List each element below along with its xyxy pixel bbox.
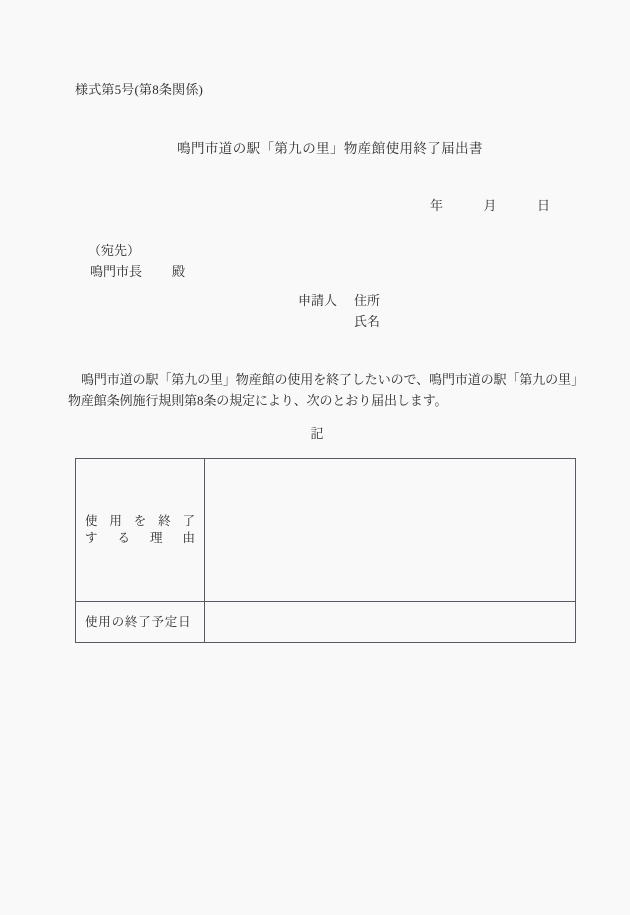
addressee-name: 鳴門市長 [90,264,143,279]
form-number: 様式第5号(第8条関係) [75,82,204,97]
date-year-label: 年 [430,198,444,213]
applicant-block [298,290,380,332]
page-title-text: 鳴門市道の駅「第九の里」物産館使用終了届出書 [177,141,483,156]
body-line-2: 物産館条例施行規則第8条の規定により、次のとおり届出します。 [68,393,448,408]
page-title [0,139,630,159]
table-row-end-date [76,602,576,643]
applicant-label: 申請人 [298,293,338,308]
body-line-1: 鳴門市道の駅「第九の里」物産館の使用を終了したいので、鳴門市道の駅「第九の里」 [81,372,584,387]
table-row-reason-label-line-2: する理由 [85,531,195,545]
applicant-address-row [298,290,380,311]
ki-marker [0,424,630,443]
table-row-end-date-label-text: 使用の終了予定日 [85,614,192,629]
table-row-reason [76,459,576,602]
table-row-end-date-value[interactable] [205,602,576,643]
date-line [430,196,550,215]
addressee-name-row [90,261,185,282]
table-row-end-date-label [76,602,205,643]
applicant-name-label: 氏名 [354,314,381,329]
ki-marker-text: 記 [310,426,324,441]
addressee-honorific: 殿 [172,264,186,279]
applicant-name-row [298,311,380,332]
addressee-label: （宛先） [88,243,141,258]
table-row-reason-value[interactable] [205,459,576,602]
form-table [75,458,576,643]
applicant-address-label: 住所 [354,293,381,308]
addressee-block [88,240,185,282]
body-paragraph [68,369,584,411]
table-row-reason-label [76,459,205,602]
date-day-label: 日 [537,198,551,213]
table-row-reason-label-line-1: 使用を終了 [85,514,195,528]
date-month-label: 月 [483,198,497,213]
